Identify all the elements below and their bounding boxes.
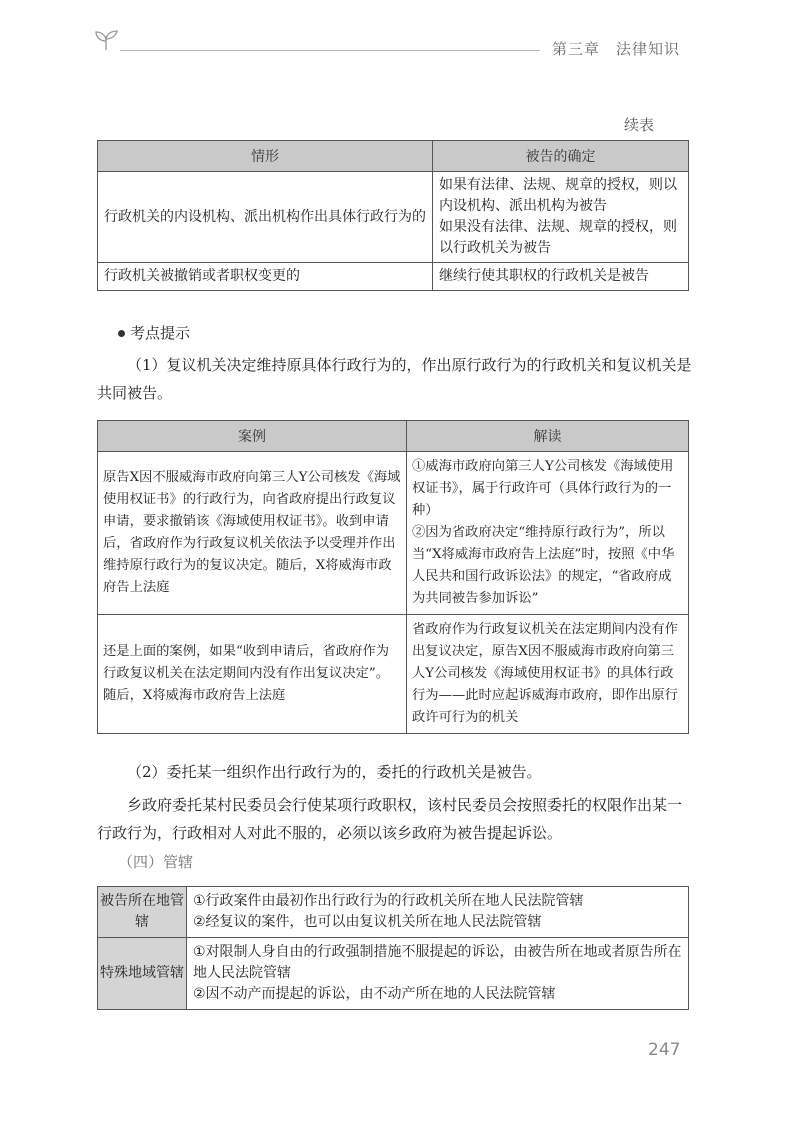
- defendant-line: 继续行使其职权的行政机关是被告: [439, 268, 649, 284]
- note-title: [118, 322, 190, 343]
- running-header: [552, 38, 680, 59]
- jurisdiction-line: ②经复议的案件，也可以由复议机关所在地人民法院管辖: [193, 914, 542, 930]
- paragraph: （1）复议机关决定维持原具体行政行为的，作出原行政行为的行政机关和复议机关是共同被告。: [97, 356, 692, 402]
- jurisdiction-line: ①对限制人身自由的行政强制措施不服提起的诉讼，由被告所在地或者原告所在地人民法院管辖: [193, 944, 682, 981]
- defendant-line: 如果有法律、法规、规章的授权，则以内设机构、派出机构为被告: [439, 177, 677, 214]
- defendant-line: 如果没有法律、法规、规章的授权，则以行政机关为被告: [439, 219, 677, 256]
- defendant-cell: [433, 263, 689, 291]
- table-row: [98, 938, 689, 1010]
- interpretation-cell: [407, 615, 689, 734]
- leaf-icon: [92, 30, 120, 52]
- section-subheading: （四）管辖: [118, 853, 194, 871]
- situation-cell: 行政机关的内设机构、派出机构作出具体行政行为的: [98, 172, 433, 263]
- interpretation-line: ①威海市政府向第三人Y公司核发《海域使用权证书》，属于行政许可（具体行政行为的一种）: [412, 459, 674, 518]
- jurisdiction-cell: [187, 887, 689, 938]
- page-number: 247: [648, 1040, 681, 1060]
- paragraph: 乡政府委托某村民委员会行使某项行政职权，该村民委员会按照委托的权限作出某一行政行为，行政相对人对此不服的，必须以该乡政府为被告提起诉讼。: [97, 796, 683, 842]
- column-header: 情形: [98, 141, 433, 172]
- interpretation-cell: [407, 452, 689, 615]
- jurisdiction-cell: [187, 938, 689, 1010]
- continued-label: 续表: [624, 116, 655, 134]
- column-header: 案例: [98, 421, 407, 452]
- table-row: [98, 452, 689, 615]
- interpretation-line: ②因为省政府决定“维持原行政行为”，所以当“X将威海市政府告上法庭”时，按照《中华人民共和国行政诉讼法》的规定，“省政府成为共同被告参加诉讼”: [412, 525, 675, 606]
- table-header-row: [98, 141, 689, 172]
- table-header-row: [98, 421, 689, 452]
- case-cell: 原告X因不服威海市政府向第三人Y公司核发《海域使用权证书》的行政行为，向省政府提出行政复议申请，要求撤销该《海域使用权证书》。收到申请后，省政府作为行政复议机关依法予以受理并作出维持原行政行为的复议决定。随后，X将威海市政府告上法庭: [98, 452, 407, 615]
- interpretation-line: 省政府作为行政复议机关在法定期间内没有作出复议决定，原告X因不服威海市政府向第三人Y公司核发《海域使用权证书》的具体行政行为——此时应起诉威海市政府，即作出原行政许可行为的机关: [412, 622, 678, 725]
- jurisdiction-line: ②因不动产而提起的诉讼，由不动产所在地的人民法院管辖: [193, 986, 556, 1002]
- row-label: 被告所在地管辖: [98, 887, 187, 938]
- case-table: [97, 420, 689, 734]
- note-title-text: 考点提示: [130, 324, 191, 342]
- case-cell: 还是上面的案例，如果“收到申请后，省政府作为行政复议机关在法定期间内没有作出复议决定”。随后，X将威海市政府告上法庭: [98, 615, 407, 734]
- jurisdiction-table: [97, 886, 689, 1010]
- chapter-label: 第三章: [552, 40, 601, 58]
- table-row: [98, 887, 689, 938]
- jurisdiction-line: ①行政案件由最初作出行政行为的行政机关所在地人民法院管辖: [193, 893, 584, 909]
- table-row: [98, 172, 689, 263]
- column-header: 解读: [407, 421, 689, 452]
- defendant-cell: [433, 172, 689, 263]
- table-row: [98, 615, 689, 734]
- defendant-table: [97, 140, 689, 291]
- situation-cell: 行政机关被撤销或者职权变更的: [98, 263, 433, 291]
- table-row: [98, 263, 689, 291]
- chapter-title: 法律知识: [616, 40, 681, 58]
- header-rule: [120, 50, 540, 51]
- row-label: 特殊地域管辖: [98, 938, 187, 1010]
- paragraph: （2）委托某一组织作出行政行为的，委托的行政机关是被告。: [127, 763, 542, 781]
- bullet-icon: [118, 330, 125, 337]
- column-header: 被告的确定: [433, 141, 689, 172]
